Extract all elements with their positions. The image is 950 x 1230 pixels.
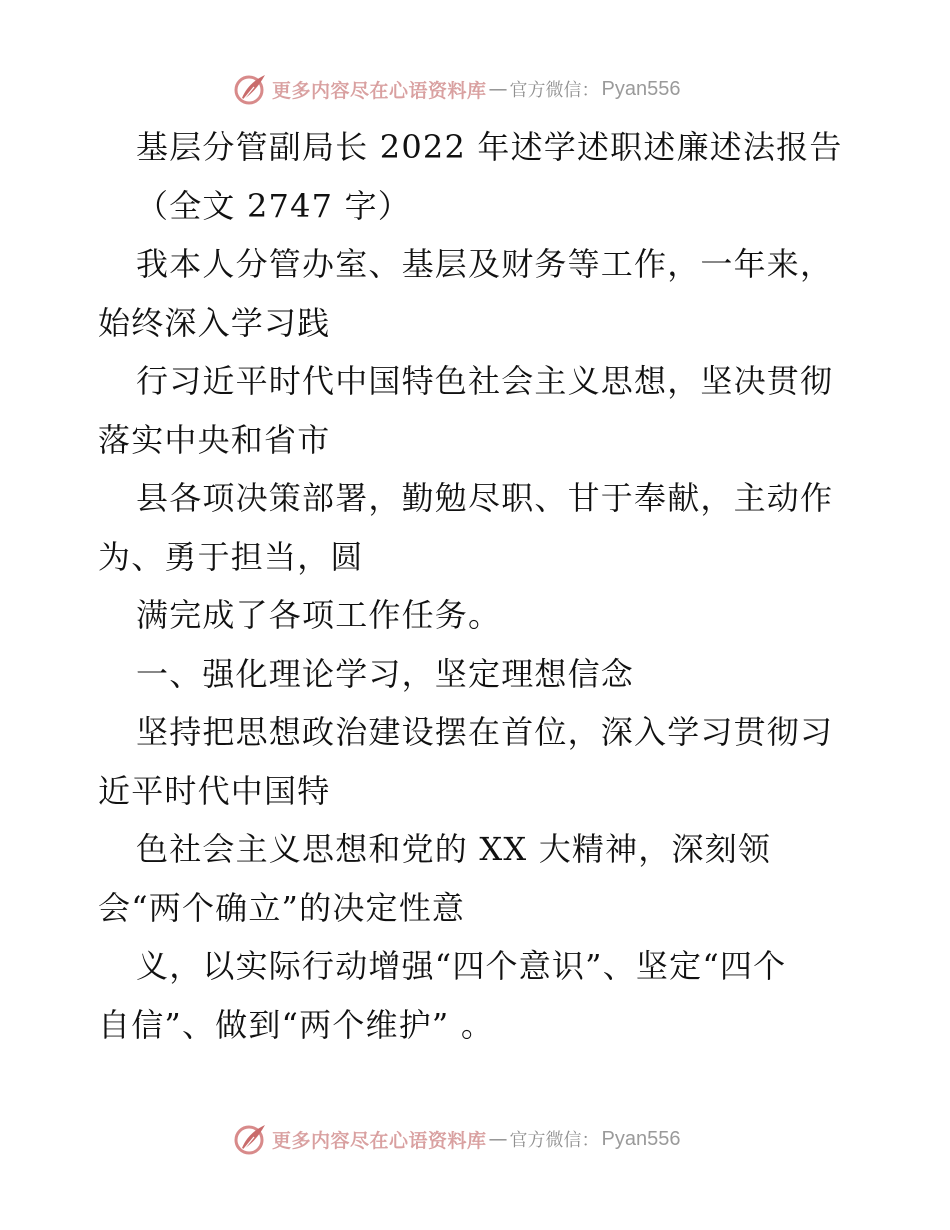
watermark-wechat-id: Pyan556 [601, 77, 681, 100]
watermark-wechat-label: 官方微信： [509, 1130, 600, 1151]
document-line: 始终深入学习践 [98, 303, 331, 342]
document-line: 义，以实际行动增强“四个意识”、坚定“四个 [136, 947, 787, 985]
document-line: 为、勇于担当，圆 [98, 537, 364, 576]
document-line: 落实中央和省市 [98, 420, 331, 459]
document-line: 近平时代中国特 [98, 771, 331, 810]
watermark-wechat-label: 官方微信： [509, 80, 600, 101]
footer-watermark [232, 1122, 680, 1156]
document-line: 坚持把思想政治建设摆在首位，深入学习贯彻习 [136, 713, 834, 751]
document-line: 满完成了各项工作任务。 [136, 596, 502, 634]
document-line: （全文 2747 字） [136, 186, 411, 225]
document-line: 行习近平时代中国特色社会主义思想，坚决贯彻 [136, 362, 834, 400]
quill-logo-icon [232, 72, 268, 106]
document-line: 县各项决策部署，勤勉尽职、甘于奉献，主动作 [136, 479, 834, 517]
document-line: 我本人分管办室、基层及财务等工作，一年来， [136, 245, 834, 283]
watermark-dash: — [488, 78, 508, 100]
watermark-dash: — [488, 1128, 508, 1150]
document-line: 基层分管副局长 2022 年述学述职述廉述法报告 [136, 128, 843, 166]
document-line: 会“两个确立”的决定性意 [98, 888, 466, 927]
header-watermark [232, 72, 680, 106]
quill-logo-icon [232, 1122, 268, 1156]
watermark-wechat-id: Pyan556 [601, 1127, 681, 1150]
watermark-main-text: 更多内容尽在心语资料库 [272, 79, 487, 102]
document-body [98, 118, 858, 1054]
document-line: 一、强化理论学习，坚定理想信念 [136, 654, 635, 693]
document-line: 色社会主义思想和党的 XX 大精神，深刻领 [136, 830, 772, 868]
watermark-main-text: 更多内容尽在心语资料库 [272, 1129, 487, 1152]
document-line: 自信”、做到“两个维护” 。 [98, 1005, 495, 1044]
